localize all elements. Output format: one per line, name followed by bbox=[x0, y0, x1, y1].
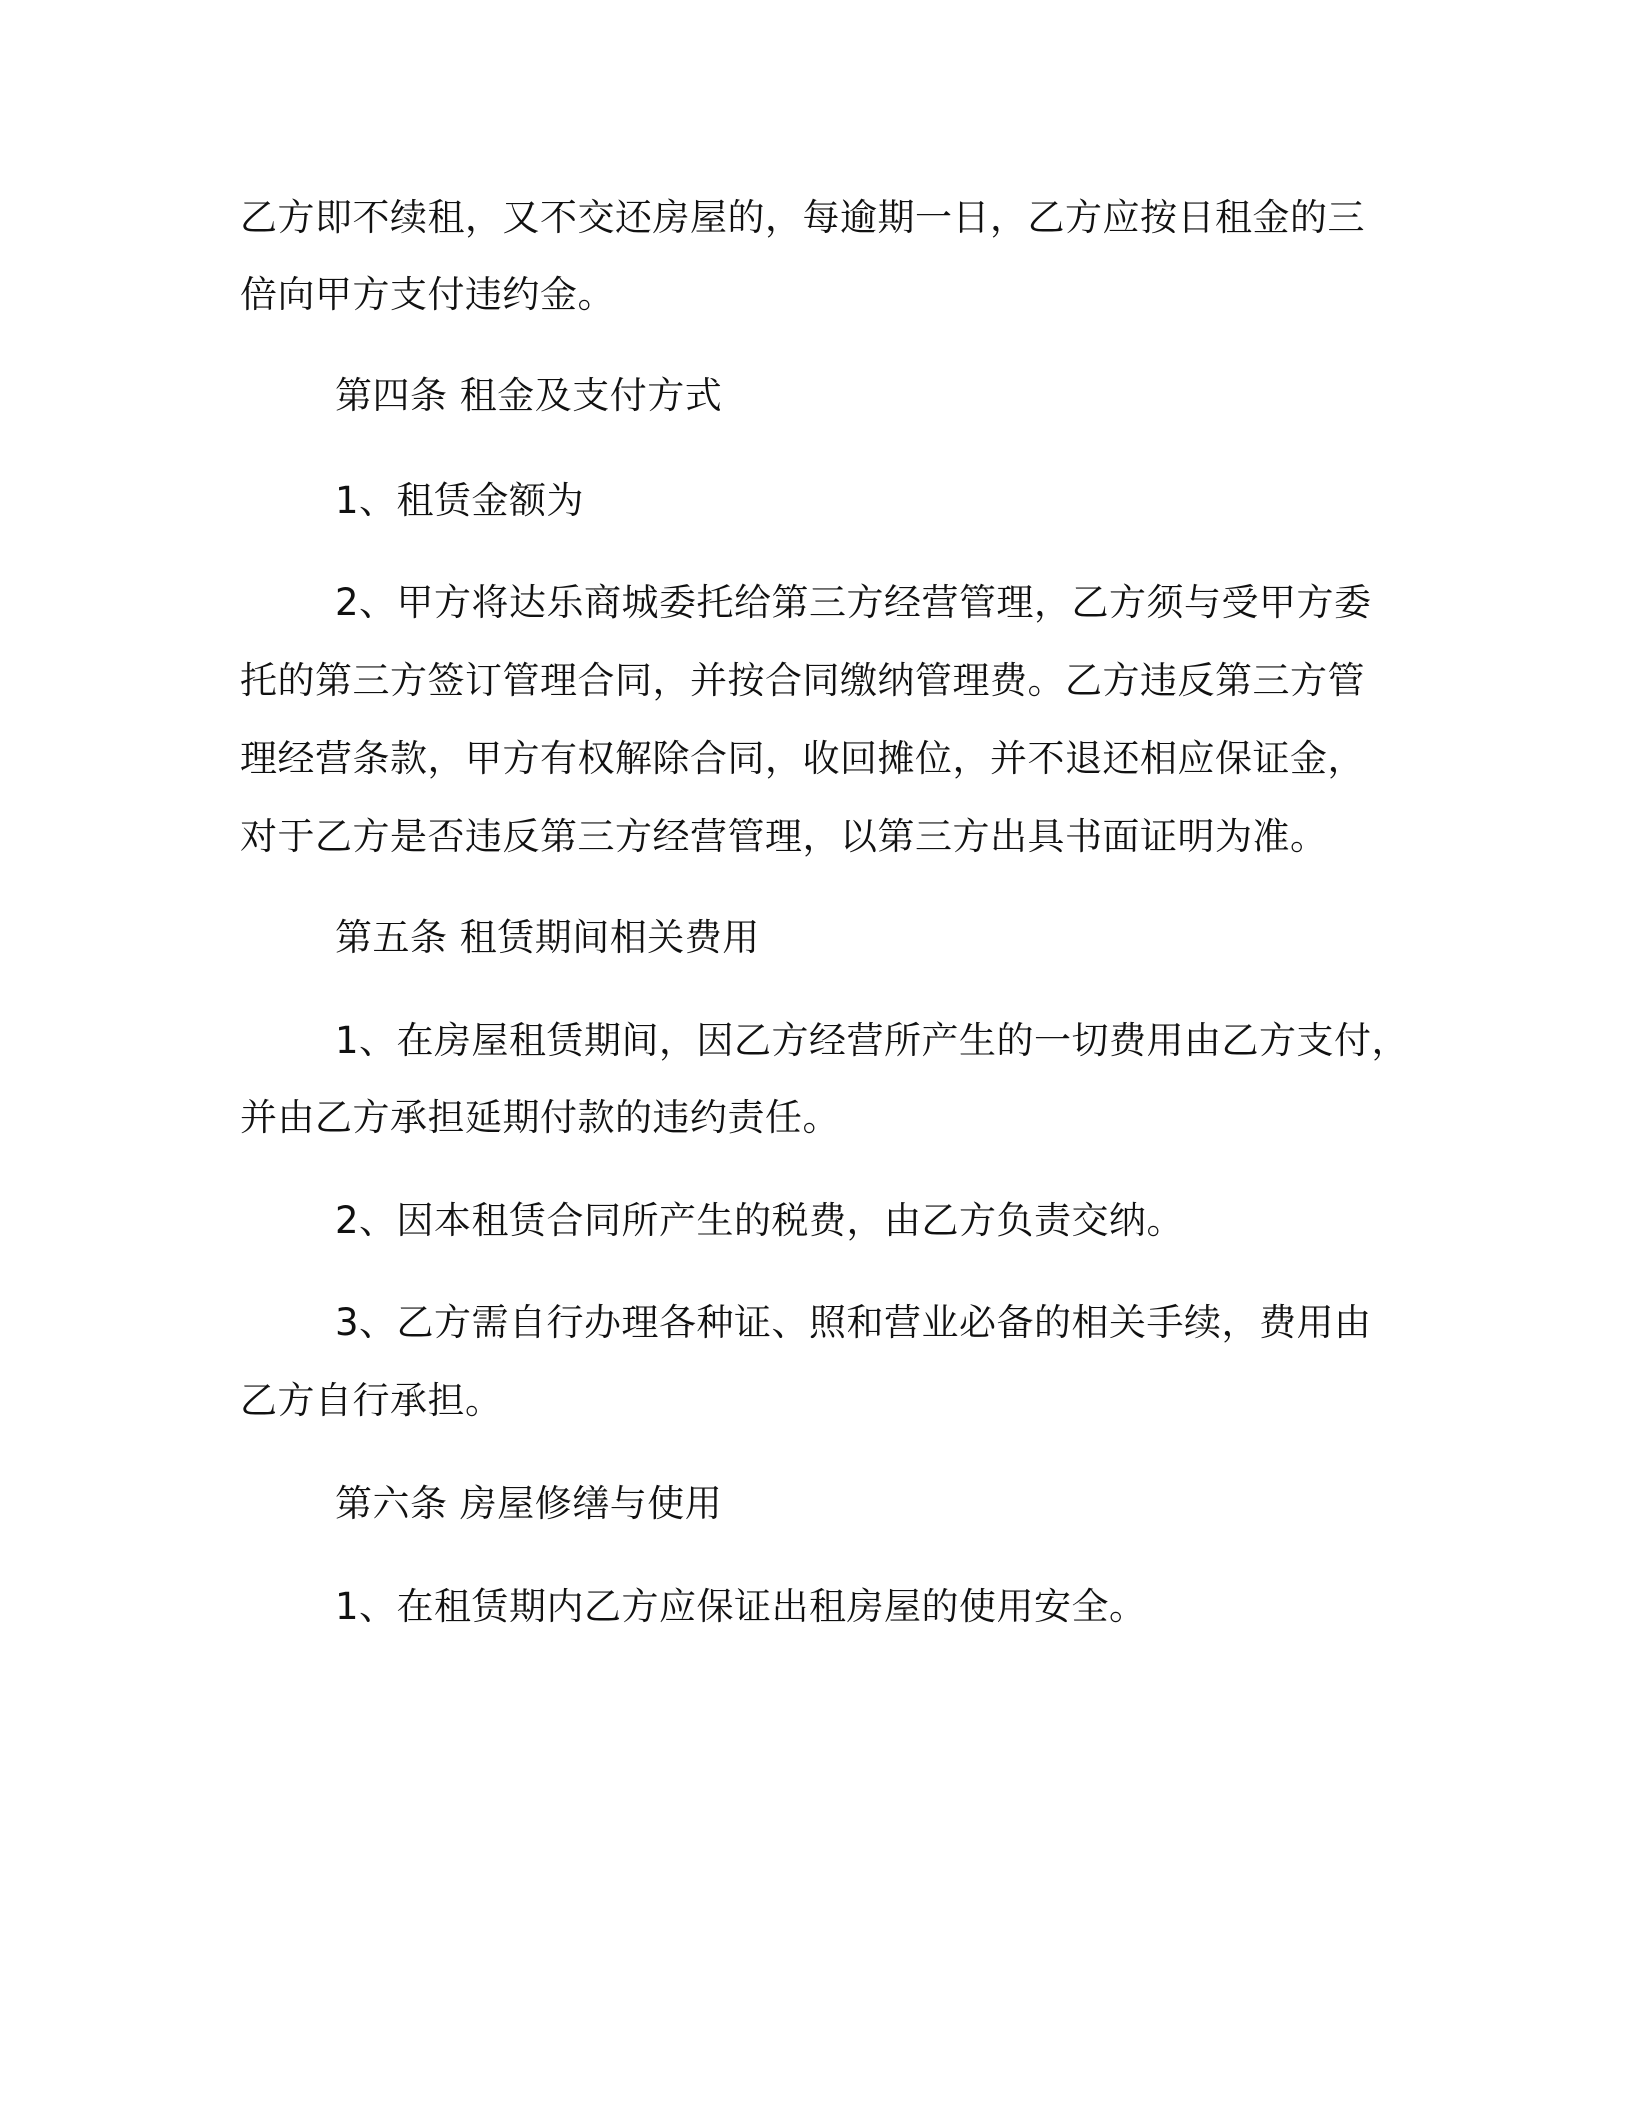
clause-line: 乙方自行承担。 bbox=[240, 1379, 503, 1422]
article-heading: 第四条 租金及支付方式 bbox=[335, 374, 723, 417]
article-heading: 第六条 房屋修缮与使用 bbox=[335, 1482, 723, 1525]
clause-line: 1、租赁金额为 bbox=[335, 479, 585, 522]
clause-line: 2、甲方将达乐商城委托给第三方经营管理，乙方须与受甲方委 bbox=[335, 581, 1372, 624]
clause-line: 并由乙方承担延期付款的违约责任。 bbox=[240, 1096, 840, 1139]
clause-line: 3、乙方需自行办理各种证、照和营业必备的相关手续，费用由 bbox=[335, 1301, 1372, 1344]
clause-line: 2、因本租赁合同所产生的税费，由乙方负责交纳。 bbox=[335, 1199, 1185, 1242]
clause-line: 1、在租赁期内乙方应保证出租房屋的使用安全。 bbox=[335, 1585, 1147, 1628]
clause-line: 理经营条款，甲方有权解除合同，收回摊位，并不退还相应保证金， bbox=[240, 737, 1365, 780]
paragraph-line: 倍向甲方支付违约金。 bbox=[240, 273, 615, 316]
paragraph-line: 乙方即不续租，又不交还房屋的，每逾期一日，乙方应按日租金的三 bbox=[240, 196, 1365, 239]
clause-line: 托的第三方签订管理合同，并按合同缴纳管理费。乙方违反第三方管 bbox=[240, 659, 1365, 702]
clause-line: 1、在房屋租赁期间，因乙方经营所产生的一切费用由乙方支付， bbox=[335, 1019, 1410, 1062]
article-heading: 第五条 租赁期间相关费用 bbox=[335, 916, 760, 959]
clause-line: 对于乙方是否违反第三方经营管理，以第三方出具书面证明为准。 bbox=[240, 815, 1328, 858]
